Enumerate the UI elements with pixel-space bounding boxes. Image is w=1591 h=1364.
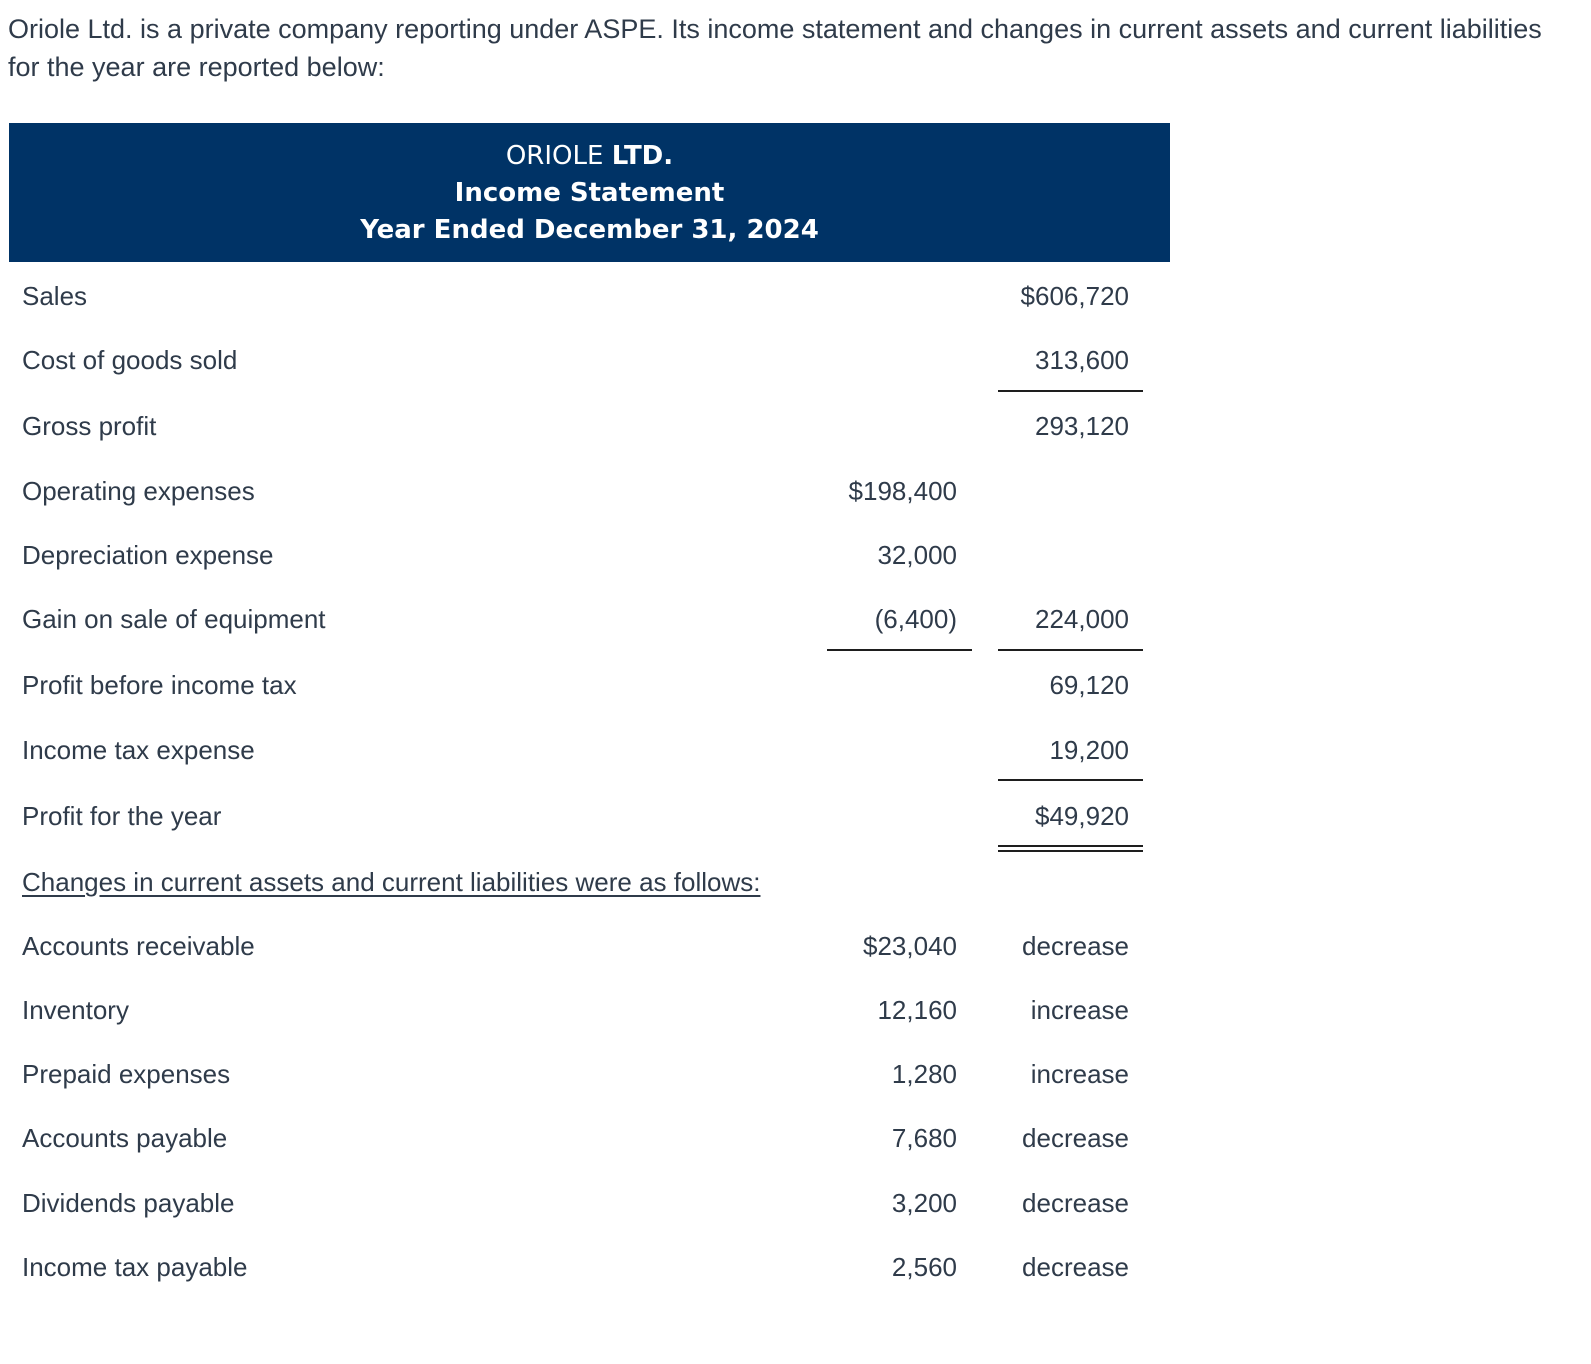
row-amount-col2: 313,600 xyxy=(1035,345,1129,375)
row-label: Income tax expense xyxy=(22,735,255,765)
income-row xyxy=(0,796,1591,836)
change-amount: $23,040 xyxy=(863,931,957,961)
row-amount-col2: 293,120 xyxy=(1035,411,1129,441)
change-direction: increase xyxy=(1030,1059,1129,1089)
change-label: Dividends payable xyxy=(22,1188,235,1218)
subtotal-rule xyxy=(998,779,1143,781)
subtotal-rule xyxy=(998,649,1143,651)
row-label: Cost of goods sold xyxy=(22,345,238,375)
statement-header xyxy=(9,123,1170,262)
statement-period: Year Ended December 31, 2024 xyxy=(360,215,819,245)
change-row xyxy=(0,926,1591,966)
row-label: Profit before income tax xyxy=(22,670,297,700)
row-amount-col1: $198,400 xyxy=(848,476,957,506)
income-row xyxy=(0,535,1591,575)
change-amount: 2,560 xyxy=(891,1252,957,1282)
change-label: Income tax payable xyxy=(22,1252,248,1282)
change-direction: decrease xyxy=(1022,931,1129,961)
change-direction: increase xyxy=(1030,995,1129,1025)
income-row xyxy=(0,599,1591,639)
change-amount: 12,160 xyxy=(877,995,957,1025)
change-amount: 3,200 xyxy=(891,1188,957,1218)
row-label: Depreciation expense xyxy=(22,540,274,570)
row-amount-col1: 32,000 xyxy=(877,540,957,570)
change-label: Inventory xyxy=(22,995,129,1025)
row-amount-col2: 19,200 xyxy=(1049,735,1129,765)
change-label: Accounts receivable xyxy=(22,931,255,961)
statement-title: Income Statement xyxy=(454,178,725,208)
row-amount-col2: $49,920 xyxy=(1035,801,1129,831)
row-label: Sales xyxy=(22,281,88,311)
income-row xyxy=(0,730,1591,770)
company-name-bold: LTD. xyxy=(611,141,674,171)
income-row xyxy=(0,340,1591,380)
subtotal-rule xyxy=(998,390,1143,392)
company-name xyxy=(9,139,1170,173)
change-label: Prepaid expenses xyxy=(22,1059,231,1089)
change-direction: decrease xyxy=(1022,1252,1129,1282)
subtotal-rule xyxy=(827,649,972,651)
income-row xyxy=(0,276,1591,316)
row-label: Profit for the year xyxy=(22,801,222,831)
total-double-rule xyxy=(998,845,1143,852)
income-row xyxy=(0,471,1591,511)
change-row xyxy=(0,990,1591,1030)
change-row xyxy=(0,1183,1591,1223)
change-amount: 7,680 xyxy=(891,1123,957,1153)
change-amount: 1,280 xyxy=(891,1059,957,1089)
row-amount-col2: 224,000 xyxy=(1035,604,1129,634)
intro-paragraph: Oriole Ltd. is a private company reporting under ASPE. Its income statement and changes in current assets and current liabilities for the year are reported below: xyxy=(8,14,1542,82)
row-label: Operating expenses xyxy=(22,476,255,506)
change-row xyxy=(0,1054,1591,1094)
change-direction: decrease xyxy=(1022,1188,1129,1218)
row-label: Gross profit xyxy=(22,411,157,441)
change-label: Accounts payable xyxy=(22,1123,228,1153)
change-direction: decrease xyxy=(1022,1123,1129,1153)
row-amount-col2: 69,120 xyxy=(1049,670,1129,700)
company-name-plain: ORIOLE xyxy=(505,141,604,171)
row-label: Gain on sale of equipment xyxy=(22,604,326,634)
change-row xyxy=(0,1247,1591,1287)
income-row xyxy=(0,406,1591,446)
change-row xyxy=(0,1118,1591,1158)
row-amount-col2: $606,720 xyxy=(1020,281,1129,311)
row-amount-col1: (6,400) xyxy=(874,604,957,634)
changes-heading: Changes in current assets and current liabilities were as follows: xyxy=(22,867,761,897)
income-row xyxy=(0,665,1591,705)
